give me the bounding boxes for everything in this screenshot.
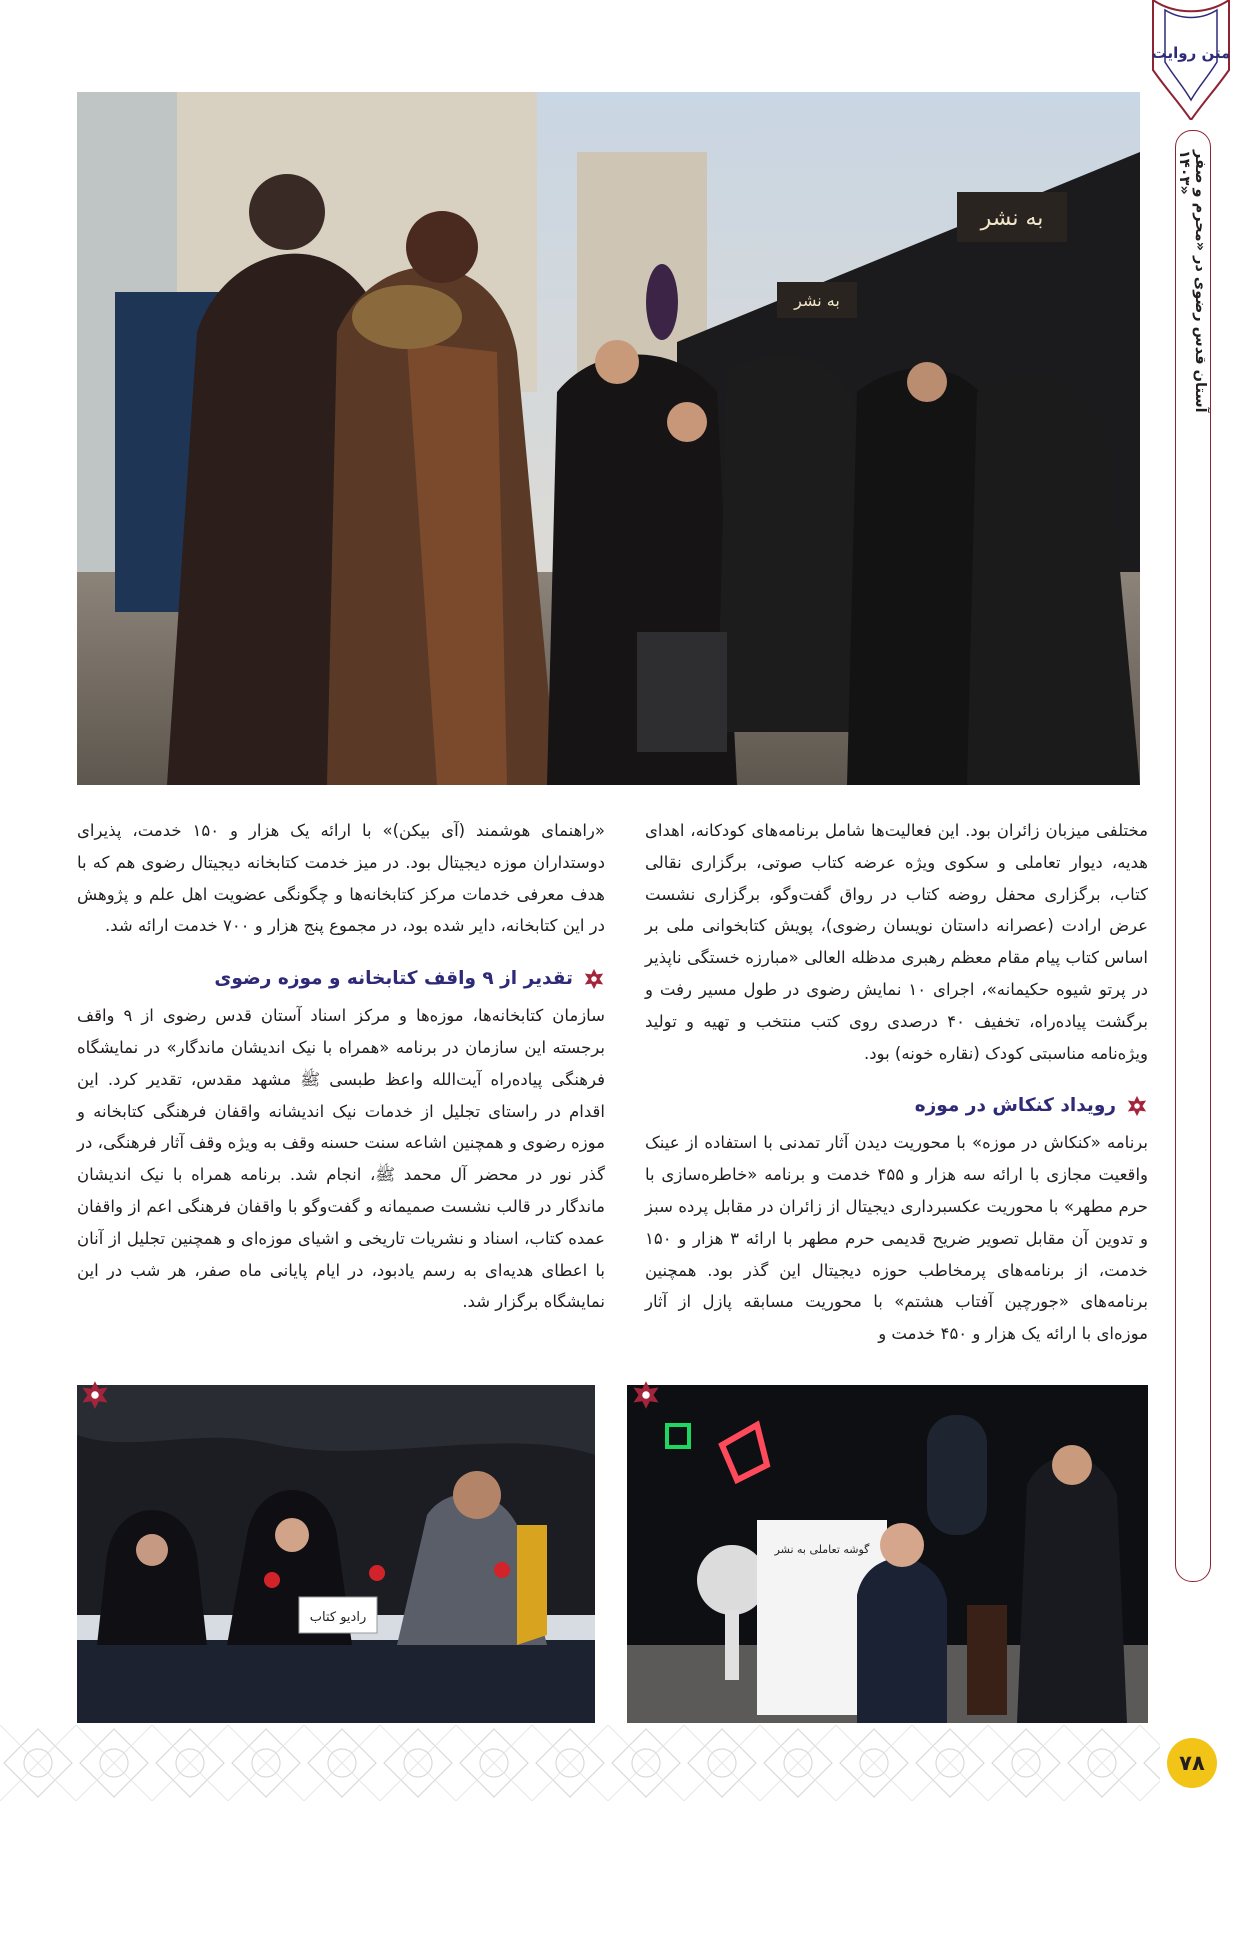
- top-photo: [77, 92, 1140, 785]
- flower-bullet-icon: [583, 968, 605, 990]
- right-body-paragraph: برنامه «کنکاش در موزه» با محوریت دیدن آثار تمدنی با استفاده از عینک واقعیت مجازی با ارائه سه هزار و ۴۵۵ خدمت و برنامه «خاطره‌سازی با حرم مطهر» با محوریت عکسبرداری دیجیتال از زائران در مقابل پرده سبز و تدوین آن مقابل تصویر ضریح قدیمی حرم مطهر با ارائه ۳ هزار و ۱۵۰ خدمت، از برنامه‌های پرمخاطب حوزه دیجیتال این گذر بود. همچنین برنامه‌های «جورچین آفتاب هشتم» با محوریت مسابقه پازل از آثار موزه‌ای با ارائه یک هزار و ۴۵۰ خدمت و: [645, 1133, 1148, 1344]
- corner-flower-icon: [631, 1380, 661, 1410]
- right-intro-paragraph: مختلفی میزبان زائران بود. این فعالیت‌ها شامل برنامه‌های کودکانه، اهدای هدیه، دیوار تعاملی و سکوی ویژه عرضه کتاب صوتی، برگزاری نقالی کتاب، برگزاری محفل روضه کتاب در رواق گفت‌وگو، برگزاری نشست عرض ارادت (عصرانه داستان نویسان رضوی)، پویش کتابخوانی ملی بر اساس کتاب پیام مقام معظم رهبری مدظله العالی «مبارزه خستگی ناپذیر در پرتو شیوه حکیمانه»، اجرای ۱۰ نمایش رضوی در طول مسیر رفت و برگشت پیاده‌راه، تخفیف ۴۰ درصدی روی کتب منتخب و تهیه و تولید ویژه‌نامه مناسبتی کودک (نقاره خونه) بود.: [645, 821, 1149, 1063]
- left-body-paragraph: سازمان کتابخانه‌ها، موزه‌ها و مرکز اسناد آستان قدس رضوی از ۹ واقف برجسته این سازمان در برنامه «همراه با نیک اندیشان ماندگار» در نمایشگاه فرهنگی پیاده‌راه آیت‌الله واعظ طبسی ﷺ مشهد مقدس، تقدیر کرد. این اقدام در راستای تجلیل از خدمات نیک اندیشانه واقفان فرهنگی کتابخانه و موزه رضوی و همچنین اشاعه سنت حسنه وقف به ویژه وقف آثار فرهنگی، در گذر نور در محضر آل محمد ﷺ، انجام شد. برنامه همراه با نیک اندیشان ماندگار در قالب نشست صمیمانه و گفت‌وگو با واقفان فرهنگی اعم از واقفان عمده کتاب، اسناد و نشریات تاریخی و اشیای موزه‌ای و همچنین تجلیل از آنان با اعطای هدیه‌ای به رسم یادبود، در ایام پایانی ماه صفر، هر شب در این نمایشگاه برگزار شد.: [77, 1006, 606, 1312]
- interactive-kiosk-sign: گوشه تعاملی به نشر: [774, 1543, 870, 1556]
- radio-sign: رادیو کتاب: [309, 1610, 367, 1625]
- page-number: ۷۸: [1167, 1738, 1217, 1788]
- running-title: آستان قدس رضوی در «محرم و صفر ۱۴۰۳»: [1176, 150, 1208, 413]
- flower-bullet-icon: [1126, 1095, 1148, 1117]
- right-column: [645, 815, 1148, 1350]
- corner-flower-icon: [80, 1380, 110, 1410]
- left-intro-paragraph: «راهنمای هوشمند (آی بیکن)» با ارائه یک هزار و ۱۵۰ خدمت، پذیرای دوستداران موزه دیجیتال بود. در میز خدمت کتابخانه دیجیتال رضوی هم که با هدف معرفی خدمات مرکز کتابخانه‌ها و چگونگی عضویت اهل علم و پژوهش در این کتابخانه، دایر شده بود، در مجموع پنج هزار و ۷۰۰ خدمت ارائه شد.: [77, 821, 605, 936]
- bottom-left-photo: [77, 1385, 595, 1723]
- section-heading-endowers: [77, 964, 605, 994]
- footer-ornament: [0, 1725, 1160, 1801]
- left-column: [77, 815, 605, 1318]
- section-heading-museum: [645, 1091, 1148, 1121]
- bottom-right-photo: [627, 1385, 1148, 1723]
- section-heading-museum-text: رویداد کنکاش در موزه: [914, 1095, 1116, 1117]
- publication-logo: [1145, 0, 1237, 120]
- top-sign-1: به نشر: [980, 206, 1044, 231]
- top-sign-2: به نشر: [794, 291, 840, 310]
- section-heading-endowers-text: تقدیر از ۹ واقف کتابخانه و موزه رضوی: [214, 968, 573, 990]
- logo-text: متن روایت: [1151, 44, 1231, 62]
